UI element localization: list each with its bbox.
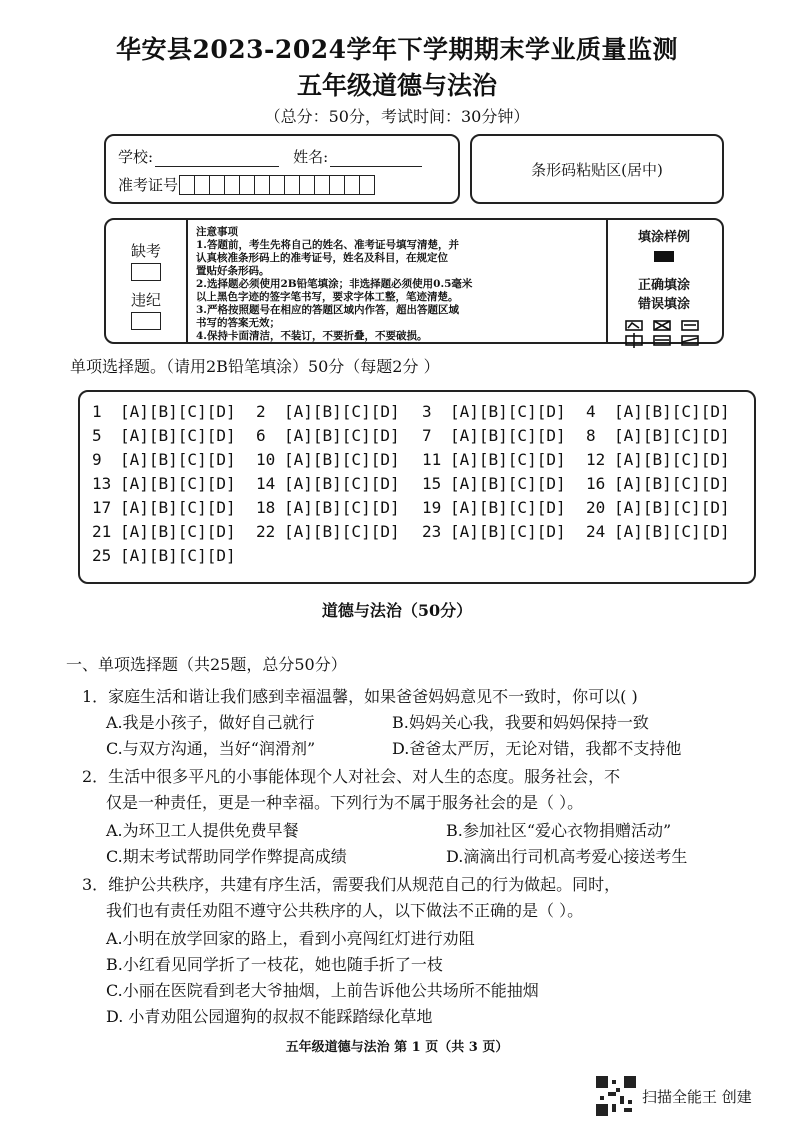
answer-options[interactable]: [A][B][C][D] (284, 426, 400, 445)
question-stem: 2．生活中很多平凡的小事能体现个人对社会、对人生的态度。服务社会，不 (82, 767, 621, 786)
answer-item[interactable] (92, 426, 236, 445)
name-label: 姓名: (293, 148, 329, 166)
answer-number: 14 (256, 474, 276, 493)
notice-item: 书写的答案无效； (196, 317, 280, 329)
exam-id-cells[interactable] (180, 175, 375, 195)
answer-options[interactable]: [A][B][C][D] (120, 402, 236, 421)
answer-number: 9 (92, 450, 102, 469)
question-option: A.我是小孩子，做好自己就行 (106, 713, 315, 732)
subject-title: 道德与法治（50分） (321, 601, 473, 620)
notice-text (196, 226, 601, 343)
question-stem: 1．家庭生活和谐让我们感到幸福温馨，如果爸爸妈妈意见不一致时，你可以( ) (82, 687, 638, 706)
answer-options[interactable]: [A][B][C][D] (614, 474, 730, 493)
question-option: B.小红看见同学折了一枝花，她也随手折了一枝 (106, 955, 443, 974)
barcode-label: 条形码粘贴区(居中) (531, 160, 663, 179)
answer-item[interactable] (92, 474, 236, 493)
answer-item[interactable] (586, 450, 730, 469)
answer-options[interactable]: [A][B][C][D] (614, 426, 730, 445)
question-stem: 3．维护公共秩序，共建有序生活，需要我们从规范自己的行为做起。同时， (82, 875, 621, 894)
answer-section-heading: 单项选择题。（请用2B铅笔填涂）50分（每题2分 ） (70, 357, 440, 376)
answer-number: 23 (422, 522, 442, 541)
answer-item[interactable] (256, 402, 400, 421)
exam-title: 华安县2023-2024学年下学期期末学业质量监测 (115, 35, 679, 64)
answer-grid (78, 390, 756, 584)
answer-item[interactable] (92, 402, 236, 421)
answer-item[interactable] (422, 450, 566, 469)
question-option: D. 小青劝阻公园遛狗的叔叔不能踩踏绿化草地 (106, 1007, 433, 1026)
answer-options[interactable]: [A][B][C][D] (450, 522, 566, 541)
notice-item: 3.严格按照题号在相应的答题区域内作答，超出答题区域 (196, 304, 459, 316)
answer-item[interactable] (256, 474, 400, 493)
question-option: D.滴滴出行司机高考爱心接送考生 (446, 847, 688, 866)
part-heading: 一、单项选择题（共25题，总分50分） (66, 655, 347, 674)
answer-number: 18 (256, 498, 276, 517)
answer-options[interactable]: [A][B][C][D] (120, 522, 236, 541)
answer-item[interactable] (256, 450, 400, 469)
answer-item[interactable] (422, 474, 566, 493)
answer-number: 20 (586, 498, 606, 517)
answer-item[interactable] (586, 522, 730, 541)
question-stem: 我们也有责任劝阻不遵守公共秩序的人，以下做法不正确的是（ ）。 (106, 901, 584, 920)
answer-options[interactable]: [A][B][C][D] (614, 522, 730, 541)
answer-number: 15 (422, 474, 442, 493)
answer-item[interactable] (256, 498, 400, 517)
answer-item[interactable] (422, 426, 566, 445)
answer-options[interactable]: [A][B][C][D] (284, 522, 400, 541)
question-option: A.为环卫工人提供免费早餐 (106, 821, 299, 840)
question-option: B.参加社区“爱心衣物捐赠活动” (446, 821, 672, 840)
violation-checkbox[interactable] (131, 312, 161, 330)
answer-number: 8 (586, 426, 596, 445)
notice-title: 注意事项 (196, 226, 238, 238)
wrong-label: 错误填涂 (637, 297, 690, 312)
answer-options[interactable]: [A][B][C][D] (614, 450, 730, 469)
notice-item: 4.保持卡面清洁，不装订，不要折叠，不要破损。 (196, 330, 428, 342)
answer-options[interactable]: [A][B][C][D] (450, 474, 566, 493)
answer-options[interactable]: [A][B][C][D] (120, 426, 236, 445)
answer-number: 4 (586, 402, 596, 421)
answer-number: 7 (422, 426, 432, 445)
answer-item[interactable] (422, 522, 566, 541)
qr-code-icon (596, 1076, 636, 1116)
answer-options[interactable]: [A][B][C][D] (120, 546, 236, 565)
answer-number: 22 (256, 522, 276, 541)
exam-subtitle: 五年级道德与法治 (296, 71, 497, 100)
sample-label: 填涂样例 (637, 230, 690, 245)
school-field[interactable] (155, 150, 279, 167)
scanner-stamp-text: 扫描全能王 创建 (642, 1087, 752, 1106)
name-field[interactable] (330, 150, 422, 167)
answer-item[interactable] (92, 450, 236, 469)
answer-options[interactable]: [A][B][C][D] (284, 402, 400, 421)
answer-number: 13 (92, 474, 112, 493)
answer-number: 11 (422, 450, 442, 469)
answer-item[interactable] (422, 498, 566, 517)
answer-options[interactable]: [A][B][C][D] (284, 474, 400, 493)
answer-options[interactable]: [A][B][C][D] (614, 402, 730, 421)
answer-number: 25 (92, 546, 112, 565)
answer-number: 10 (256, 450, 276, 469)
answer-item[interactable] (92, 522, 236, 541)
question-stem: 仅是一种责任，更是一种幸福。下列行为不属于服务社会的是（ ）。 (106, 793, 584, 812)
notice-item: 以上黑色字迹的签字笔书写，要求字体工整，笔迹清楚。 (196, 291, 459, 303)
answer-item[interactable] (586, 498, 730, 517)
answer-item[interactable] (256, 522, 400, 541)
absent-checkbox[interactable] (131, 263, 161, 281)
answer-item[interactable] (586, 426, 730, 445)
correct-fill-sample (654, 251, 674, 262)
question-option: C.与双方沟通，当好“润滑剂” (106, 739, 316, 758)
answer-options[interactable]: [A][B][C][D] (614, 498, 730, 517)
question-option: B.妈妈关心我，我要和妈妈保持一致 (392, 713, 649, 732)
notice-item: 2.选择题必须使用2B铅笔填涂；非选择题必须使用0.5毫米 (196, 278, 473, 290)
answer-number: 6 (256, 426, 266, 445)
notice-item: 认真核准条形码上的准考证号，姓名及科目，在规定位 (196, 252, 448, 264)
answer-item[interactable] (256, 426, 400, 445)
answer-options[interactable]: [A][B][C][D] (450, 450, 566, 469)
exam-id-label: 准考证号 (118, 176, 179, 194)
notice-item: 置贴好条形码。 (196, 265, 270, 277)
school-label: 学校: (118, 148, 154, 166)
question-option: C.期末考试帮助同学作弊提高成绩 (106, 847, 347, 866)
wrong-fill-samples-icon (624, 318, 704, 348)
answer-options[interactable]: [A][B][C][D] (120, 474, 236, 493)
answer-options[interactable]: [A][B][C][D] (450, 426, 566, 445)
correct-label: 正确填涂 (637, 278, 690, 293)
answer-item[interactable] (92, 546, 236, 565)
answer-number: 19 (422, 498, 442, 517)
question-option: A.小明在放学回家的路上，看到小亮闯红灯进行劝阻 (106, 929, 475, 948)
answer-item[interactable] (586, 474, 730, 493)
notice-box (104, 218, 724, 344)
answer-item[interactable] (92, 498, 236, 517)
answer-number: 2 (256, 402, 266, 421)
answer-options[interactable]: [A][B][C][D] (450, 402, 566, 421)
answer-number: 16 (586, 474, 606, 493)
question-option: C.小丽在医院看到老大爷抽烟，上前告诉他公共场所不能抽烟 (106, 981, 539, 1000)
scanner-stamp (596, 1076, 752, 1116)
absent-label: 缺考 (130, 242, 161, 260)
answer-options[interactable]: [A][B][C][D] (450, 498, 566, 517)
answer-number: 3 (422, 402, 432, 421)
answer-options[interactable]: [A][B][C][D] (284, 498, 400, 517)
student-info-box (104, 134, 460, 204)
answer-number: 12 (586, 450, 606, 469)
exam-meta: （总分：50分，考试时间：30分钟） (264, 107, 530, 126)
page-footer: 五年级道德与法治 第 1 页（共 3 页） (285, 1040, 509, 1055)
answer-options[interactable]: [A][B][C][D] (120, 498, 236, 517)
answer-options[interactable]: [A][B][C][D] (120, 450, 236, 469)
violation-label: 违纪 (130, 291, 161, 309)
answer-item[interactable] (586, 402, 730, 421)
answer-number: 5 (92, 426, 102, 445)
answer-item[interactable] (422, 402, 566, 421)
answer-number: 17 (92, 498, 112, 517)
barcode-area (470, 134, 724, 204)
answer-number: 21 (92, 522, 112, 541)
question-option: D.爸爸太严厉，无论对错，我都不支持他 (392, 739, 682, 758)
answer-number: 24 (586, 522, 606, 541)
answer-options[interactable]: [A][B][C][D] (284, 450, 400, 469)
notice-item: 1.答题前，考生先将自己的姓名、准考证号填写清楚，并 (196, 239, 459, 251)
answer-number: 1 (92, 402, 102, 421)
